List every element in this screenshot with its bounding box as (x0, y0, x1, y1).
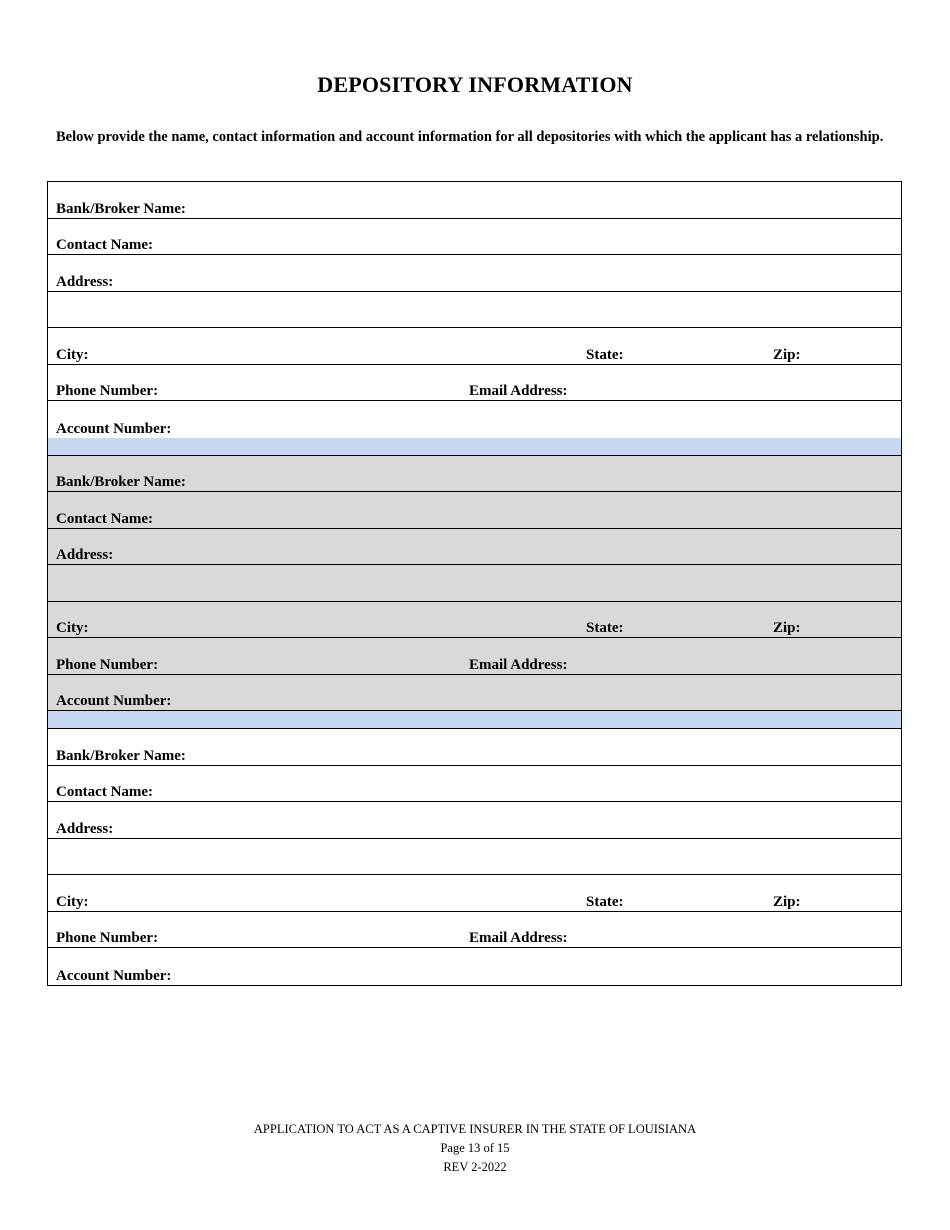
city-state-zip-row[interactable] (48, 602, 901, 639)
page-footer (0, 1120, 950, 1177)
account-number-field[interactable] (48, 401, 901, 438)
phone-email-row[interactable] (48, 365, 901, 402)
city-label: City: (56, 346, 89, 363)
contact-name-field[interactable] (48, 766, 901, 803)
depository-block-1 (48, 182, 901, 438)
contact-name-label: Contact Name: (56, 510, 154, 527)
bank-broker-name-label: Bank/Broker Name: (56, 474, 186, 490)
address-field[interactable] (48, 802, 901, 839)
block-separator (48, 438, 901, 456)
phone-number-label: Phone Number: (56, 930, 159, 946)
block-separator (48, 711, 901, 729)
address-field[interactable] (48, 255, 901, 292)
email-address-label: Email Address: (469, 930, 568, 946)
bank-broker-name-field[interactable] (48, 456, 901, 493)
city-label: City: (56, 620, 89, 636)
page-title: DEPOSITORY INFORMATION (317, 72, 633, 97)
footer-application-title: APPLICATION TO ACT AS A CAPTIVE INSURER IN THE STATE OF LOUISIANA (253, 1122, 697, 1136)
bank-broker-name-label: Bank/Broker Name: (56, 200, 186, 217)
address-line-2-field[interactable] (48, 565, 901, 602)
footer-revision: REV 2-2022 (443, 1160, 507, 1174)
address-label: Address: (56, 820, 114, 837)
depository-block-3 (48, 729, 901, 985)
account-number-field[interactable] (48, 675, 901, 712)
zip-label: Zip: (773, 620, 801, 636)
bank-broker-name-field[interactable] (48, 729, 901, 766)
bank-broker-name-label: Bank/Broker Name: (56, 747, 186, 764)
depository-block-2 (48, 456, 901, 712)
bank-broker-name-field[interactable] (48, 182, 901, 219)
address-label: Address: (56, 273, 114, 290)
account-number-label: Account Number: (56, 967, 172, 984)
phone-number-label: Phone Number: (56, 383, 159, 399)
contact-name-label: Contact Name: (56, 237, 154, 253)
phone-number-label: Phone Number: (56, 656, 159, 673)
state-label: State: (586, 346, 624, 363)
address-label: Address: (56, 547, 114, 563)
contact-name-label: Contact Name: (56, 784, 154, 800)
address-line-2-field[interactable] (48, 839, 901, 876)
zip-label: Zip: (773, 893, 801, 910)
account-number-field[interactable] (48, 948, 901, 985)
email-address-label: Email Address: (469, 383, 568, 399)
phone-email-row[interactable] (48, 638, 901, 675)
depository-form (47, 181, 902, 986)
state-label: State: (586, 893, 624, 910)
city-label: City: (56, 893, 89, 910)
city-state-zip-row[interactable] (48, 875, 901, 912)
footer-page-number: Page 13 of 15 (440, 1141, 510, 1155)
phone-email-row[interactable] (48, 912, 901, 949)
zip-label: Zip: (773, 346, 801, 363)
instructions: Below provide the name, contact information and account information for all depositories with which the applicant has a relationship. (56, 129, 884, 145)
address-line-2-field[interactable] (48, 292, 901, 329)
account-number-label: Account Number: (56, 693, 172, 709)
contact-name-field[interactable] (48, 219, 901, 256)
contact-name-field[interactable] (48, 492, 901, 529)
city-state-zip-row[interactable] (48, 328, 901, 365)
state-label: State: (586, 620, 624, 636)
account-number-label: Account Number: (56, 420, 172, 437)
address-field[interactable] (48, 529, 901, 566)
email-address-label: Email Address: (469, 656, 568, 673)
